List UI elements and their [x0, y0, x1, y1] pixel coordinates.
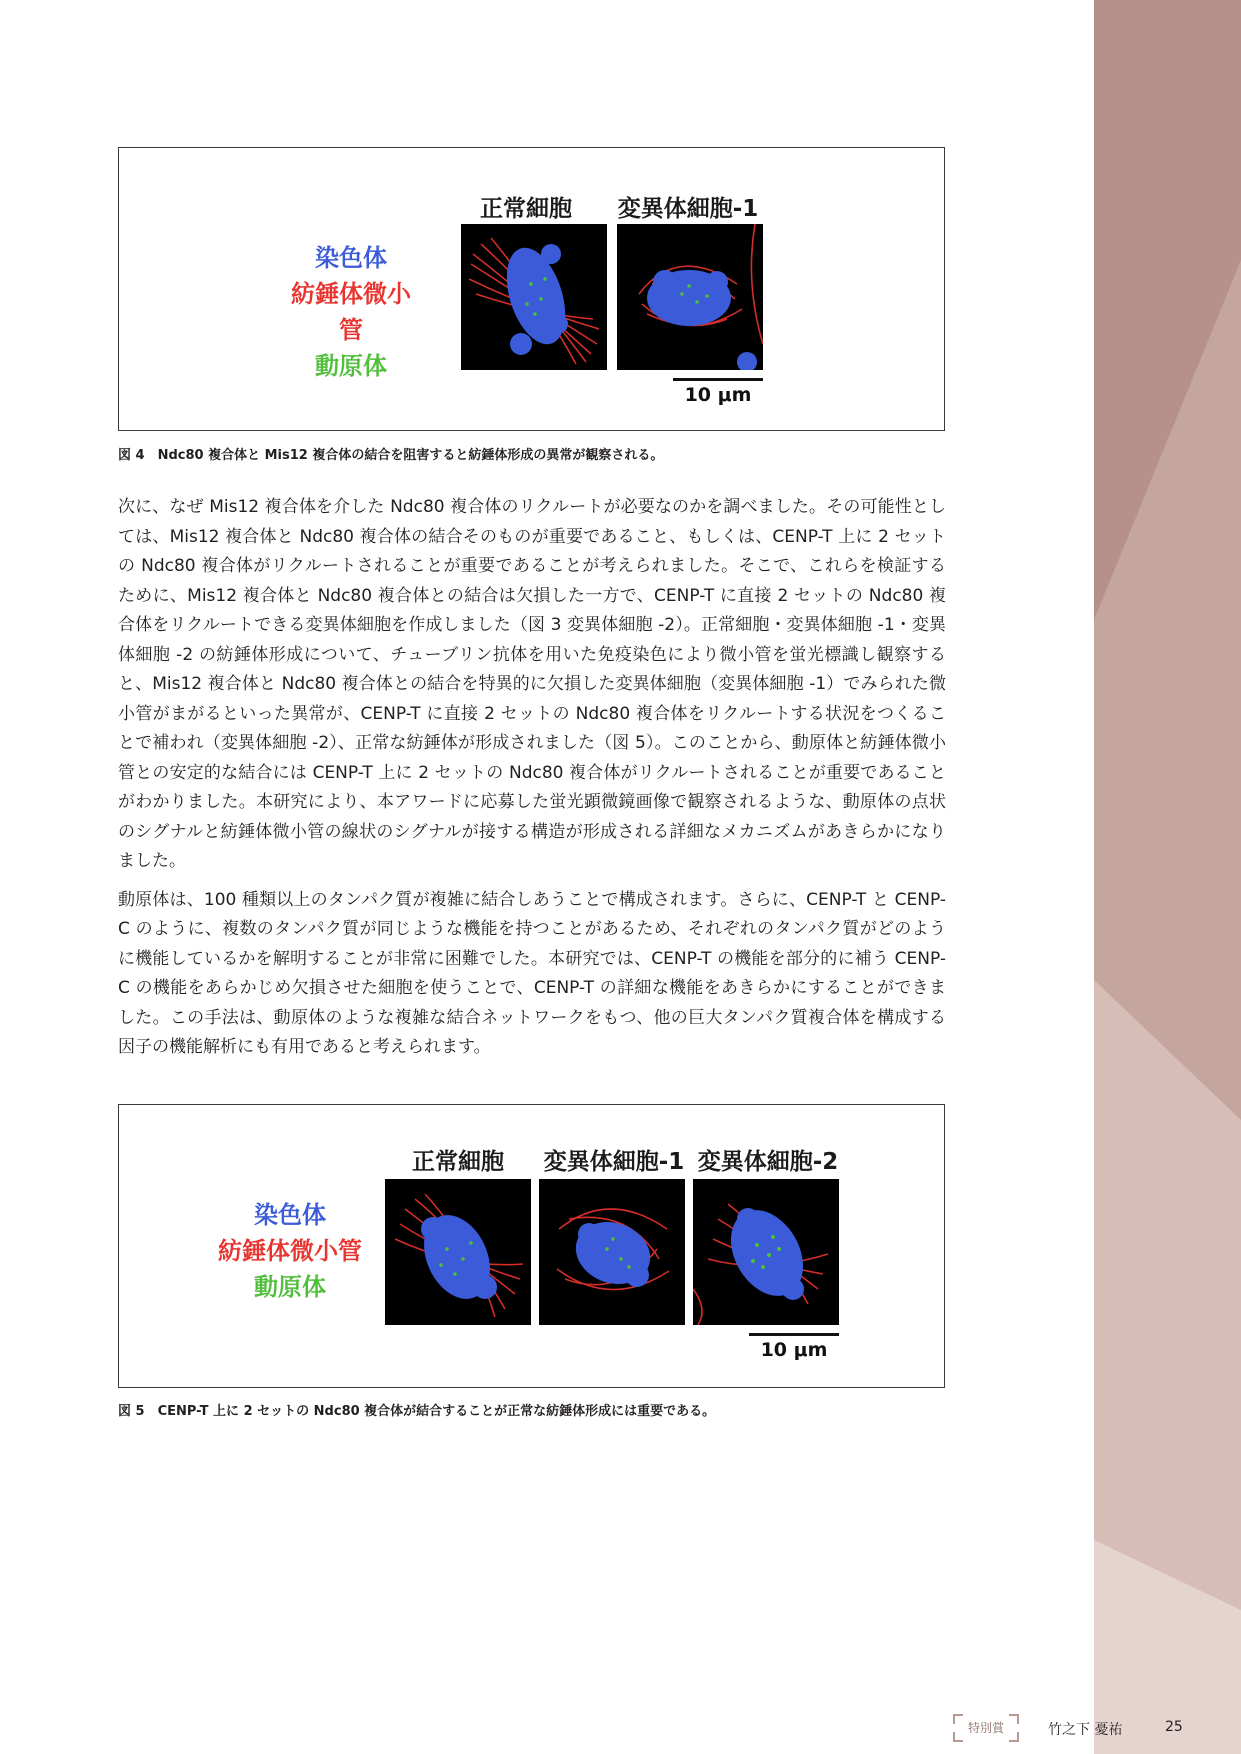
legend-chromosome: 染色体: [315, 244, 387, 272]
micrograph-normal: [461, 224, 607, 370]
micrograph-mutant-1: [539, 1179, 685, 1325]
scale-bar-label: 10 μm: [760, 1339, 828, 1361]
legend-microtubule: 紡錘体微小管: [218, 1237, 362, 1265]
scale-bar-label: 10 μm: [684, 384, 752, 406]
legend-chromosome: 染色体: [254, 1201, 326, 1229]
panel-label-mutant-2: 変異体細胞-2: [697, 1149, 839, 1175]
body-text: [118, 493, 946, 1072]
figure-5-caption: 図 5 CENP-T 上に 2 セットの Ndc80 複合体が結合することが正常な紡錘体形成には重要である。: [118, 1404, 716, 1419]
figure-5: [118, 1104, 945, 1388]
award-badge: [953, 1714, 1019, 1742]
panel-label-mutant-1: 変異体細胞-1: [617, 196, 759, 222]
micrograph-normal: [385, 1179, 531, 1325]
legend-kinetochore: 動原体: [254, 1273, 326, 1301]
stain-legend: [291, 240, 411, 384]
micrograph-mutant-1: [617, 224, 763, 370]
author-name: 竹之下 憂祐: [1048, 1722, 1123, 1738]
paragraph: 動原体は、100 種類以上のタンパク質が複雑に結合しあうことで構成されます。さらに、CENP-T と CENP-C のように、複数のタンパク質が同じような機能を持つことがあるため、それぞれのタンパク質がどのように機能しているかを解明することが非常に困難でした。本研究では、CENP-T の機能を部分的に補う CENP-C の機能をあらかじめ欠損させた細胞を使うことで、CENP-T の詳細な機能をあきらかにすることができました。この手法は、動原体のような複雑な結合ネットワークをもつ、他の巨大タンパク質複合体を構成する因子の機能解析にも有用であると考えられます。: [118, 889, 946, 1057]
panel-label-mutant-1: 変異体細胞-1: [543, 1149, 685, 1175]
scale-bar: [673, 378, 763, 381]
panel-label-normal: 正常細胞: [480, 196, 572, 222]
legend-kinetochore: 動原体: [315, 352, 387, 380]
stain-legend: [215, 1197, 365, 1305]
legend-microtubule: 紡錘体微小管: [291, 280, 411, 344]
page-number: 25: [1165, 1719, 1183, 1735]
panel-label-normal: 正常細胞: [412, 1149, 504, 1175]
micrograph-mutant-2: [693, 1179, 839, 1325]
scale-bar: [749, 1333, 839, 1336]
figure-4-caption: 図 4 Ndc80 複合体と Mis12 複合体の結合を阻害すると紡錘体形成の異常が観察される。: [118, 448, 664, 463]
paragraph: 次に、なぜ Mis12 複合体を介した Ndc80 複合体のリクルートが必要なのかを調べました。その可能性としては、Mis12 複合体と Ndc80 複合体の結合そのものが重要であること、もしくは、CENP-T 上に 2 セットの Ndc80 複合体がリクルートされることが重要であることが考えられました。そこで、これらを検証するために、Mis12 複合体と Ndc80 複合体との結合は欠損した一方で、CENP-T に直接 2 セットの Ndc80 複合体をリクルートできる変異体細胞を作成しました（図 3 変異体細胞 -2）。正常細胞・変異体細胞 -1・変異体細胞 -2 の紡錘体形成について、チューブリン抗体を用いた免疫染色により微小管を蛍光標識し観察すると、Mis12 複合体と Ndc80 複合体との結合を特異的に欠損した変異体細胞（変異体細胞 -1）でみられた微小管がまがるといった異常が、CENP-T に直接 2 セットの Ndc80 複合体をリクルートする状況をつくることで補われ（変異体細胞 -2）、正常な紡錘体が形成されました（図 5）。このことから、動原体と紡錘体微小管との安定的な結合には CENP-T 上に 2 セットの Ndc80 複合体がリクルートされることが重要であることがわかりました。本研究により、本アワードに応募した蛍光顕微鏡画像で観察されるような、動原体の点状のシグナルと紡錘体微小管の線状のシグナルが接する構造が形成される詳細なメカニズムがあきらかになりました。: [118, 497, 946, 871]
side-decoration-band: [1094, 0, 1241, 1754]
figure-4: [118, 147, 945, 431]
award-badge-label: 特別賞: [967, 1721, 1004, 1735]
